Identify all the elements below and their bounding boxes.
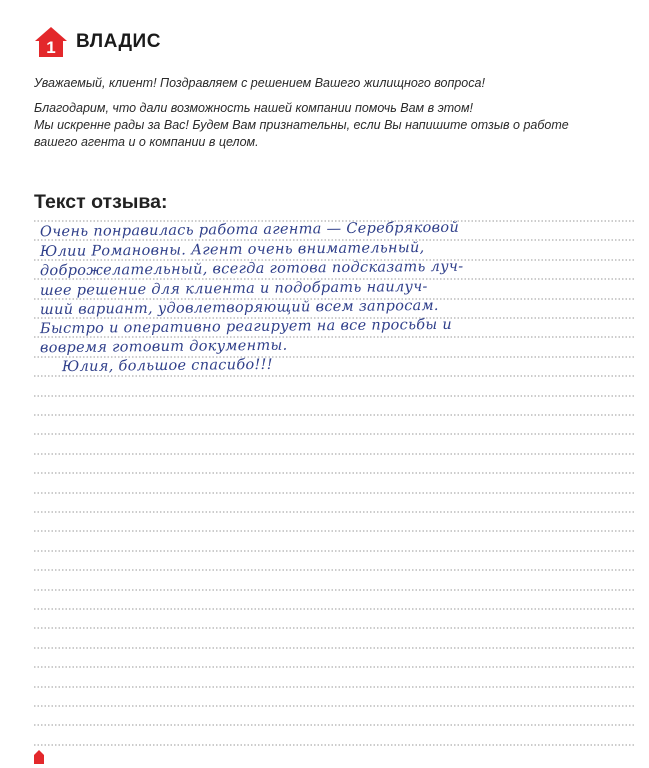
footer-logo-fragment-icon xyxy=(34,750,44,764)
request-line: Мы искренне рады за Вас! Будем Вам признательны, если Вы напишите отзыв о работе xyxy=(34,118,569,132)
handwritten-line: шее решение для клиента и подобрать наилуч- xyxy=(39,278,428,299)
handwritten-line: доброжелательный, всегда готова подсказать луч- xyxy=(39,258,464,280)
handwritten-line: Юлии Романовны. Агент очень внимательный, xyxy=(39,239,425,260)
handwritten-line: Очень понравилась работа агента — Серебряковой xyxy=(39,220,460,241)
handwritten-line: Быстро и оперативно реагирует на все просьбы и xyxy=(39,317,453,338)
svg-text:1: 1 xyxy=(46,38,56,57)
brand-name: ВЛАДИС xyxy=(76,31,161,52)
handwritten-line: вовремя готовит документы. xyxy=(39,337,288,357)
handwritten-line: ший вариант, удовлетворяющий всем запросам. xyxy=(39,297,439,319)
request-line-cont: вашего агента и о компании в целом. xyxy=(34,135,259,149)
review-title: Текст отзыва: xyxy=(34,191,168,213)
thanks-line: Благодарим, что дали возможность нашей компании помочь Вам в этом! xyxy=(34,101,474,115)
greeting: Уважаемый, клиент! Поздравляем с решением Вашего жилищного вопроса! xyxy=(34,76,485,90)
handwritten-line: Юлия, большое спасибо!!! xyxy=(61,357,273,376)
